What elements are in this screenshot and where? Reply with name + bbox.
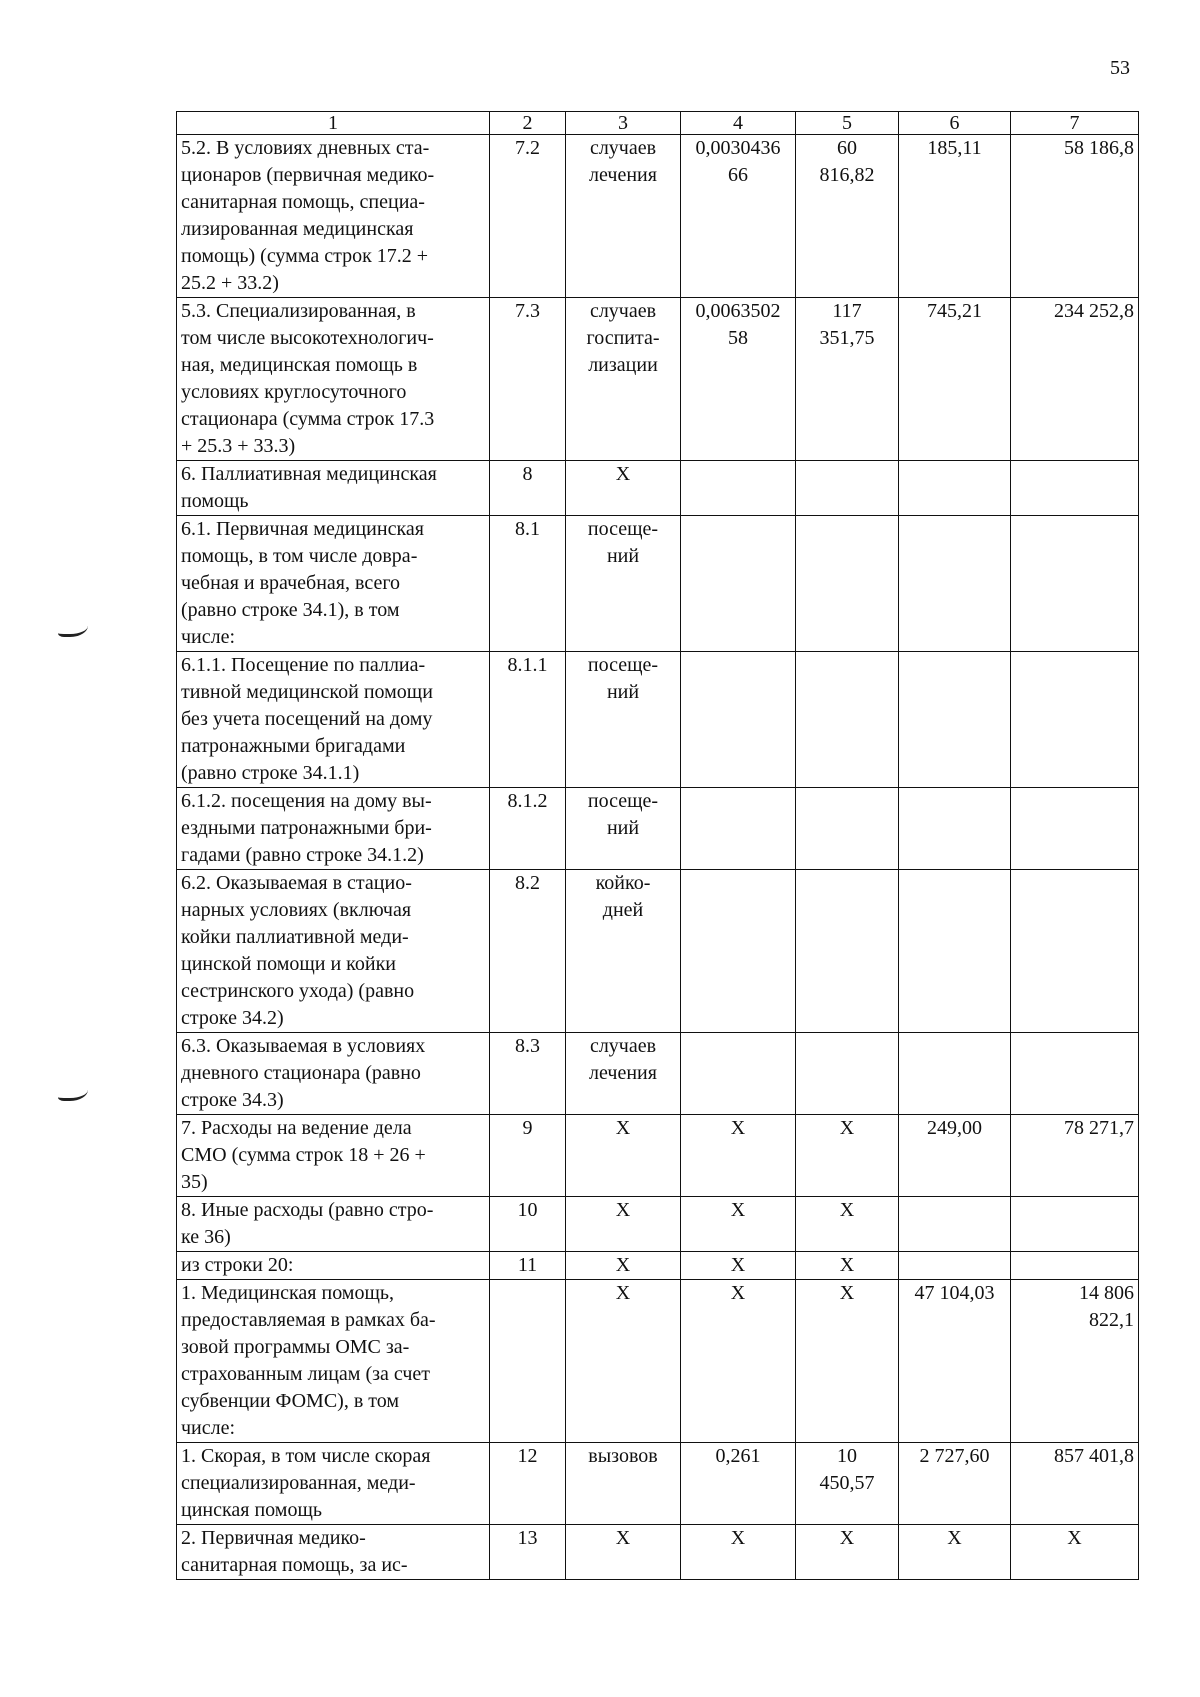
cell-text-line: санитарная помощь, специа- bbox=[181, 191, 425, 213]
row-code-cell: 8.1.2 bbox=[490, 788, 566, 870]
cell-text-line: зовой программы ОМС за- bbox=[181, 1336, 410, 1358]
cell-text-line: субвенции ФОМС), в том bbox=[181, 1390, 400, 1412]
row-unit-cell bbox=[566, 652, 681, 788]
cell-text-line: 0,261 bbox=[715, 1445, 761, 1467]
row-per-capita-cell bbox=[899, 652, 1011, 788]
cell-text-line: нарных условиях (включая bbox=[181, 899, 412, 921]
row-name-cell bbox=[177, 1252, 490, 1280]
cell-text-line: случаев bbox=[589, 300, 657, 322]
row-per-capita-cell bbox=[899, 1197, 1011, 1252]
cell-text-line: (равно строке 34.1), в том bbox=[181, 599, 400, 621]
row-per-capita-cell bbox=[899, 461, 1011, 516]
row-name-cell bbox=[177, 461, 490, 516]
cell-text-line: 8. Иные расходы (равно стро- bbox=[181, 1199, 434, 1221]
row-code-cell: 13 bbox=[490, 1525, 566, 1580]
cell-text-line: посеще- bbox=[587, 518, 659, 540]
row-name-cell bbox=[177, 135, 490, 298]
row-code-cell: 8.2 bbox=[490, 870, 566, 1033]
cell-text-line: X bbox=[730, 1117, 746, 1139]
cell-text-line: 1. Скорая, в том числе скорая bbox=[181, 1445, 431, 1467]
column-header: 5 bbox=[796, 112, 899, 135]
table-row bbox=[177, 1443, 1139, 1525]
column-header: 1 bbox=[177, 112, 490, 135]
cell-text-line: ний bbox=[606, 817, 640, 839]
row-cost-cell bbox=[796, 1033, 899, 1115]
row-unit-cell bbox=[566, 788, 681, 870]
row-code-cell: 7.3 bbox=[490, 298, 566, 461]
row-norm-cell bbox=[681, 1033, 796, 1115]
row-code-cell: 8 bbox=[490, 461, 566, 516]
cell-text-line: 78 271,7 bbox=[1064, 1117, 1134, 1139]
row-code-cell bbox=[490, 1280, 566, 1443]
cell-text-line: помощь bbox=[181, 490, 249, 512]
row-cost-cell bbox=[796, 1115, 899, 1197]
cell-text-line: СМО (сумма строк 18 + 26 + bbox=[181, 1144, 426, 1166]
row-unit-cell bbox=[566, 1525, 681, 1580]
cell-text-line: 6. Паллиативная медицинская bbox=[181, 463, 437, 485]
row-unit-cell bbox=[566, 1443, 681, 1525]
row-total-cell bbox=[1011, 461, 1139, 516]
row-cost-cell bbox=[796, 1252, 899, 1280]
row-name-cell bbox=[177, 1525, 490, 1580]
cell-text-line: 822,1 bbox=[1089, 1309, 1134, 1331]
row-total-cell bbox=[1011, 1525, 1139, 1580]
table-header-row bbox=[177, 112, 1139, 135]
table-row bbox=[177, 461, 1139, 516]
column-header: 3 bbox=[566, 112, 681, 135]
row-norm-cell bbox=[681, 1280, 796, 1443]
table-row bbox=[177, 870, 1139, 1033]
cell-text-line: 6.1. Первичная медицинская bbox=[181, 518, 424, 540]
row-norm-cell bbox=[681, 1115, 796, 1197]
table-row bbox=[177, 1115, 1139, 1197]
cell-text-line: 857 401,8 bbox=[1054, 1445, 1134, 1467]
column-header: 2 bbox=[490, 112, 566, 135]
cell-text-line: 60 bbox=[837, 137, 857, 159]
table-row bbox=[177, 1197, 1139, 1252]
cell-text-line: ная, медицинская помощь в bbox=[181, 354, 418, 376]
row-unit-cell bbox=[566, 1197, 681, 1252]
cell-text-line: стационара (сумма строк 17.3 bbox=[181, 408, 435, 430]
row-norm-cell bbox=[681, 1197, 796, 1252]
row-name-cell bbox=[177, 516, 490, 652]
row-unit-cell bbox=[566, 516, 681, 652]
cell-text-line: 0,0063502 bbox=[695, 300, 781, 322]
row-cost-cell bbox=[796, 1280, 899, 1443]
row-total-cell bbox=[1011, 516, 1139, 652]
cell-text-line: гадами (равно строке 34.1.2) bbox=[181, 844, 424, 866]
row-code-cell: 12 bbox=[490, 1443, 566, 1525]
cell-text-line: X bbox=[615, 1117, 631, 1139]
cell-text-line: посеще- bbox=[587, 654, 659, 676]
cell-text-line: 7. Расходы на ведение дела bbox=[181, 1117, 412, 1139]
cell-text-line: X bbox=[615, 1254, 631, 1276]
table-row bbox=[177, 135, 1139, 298]
cell-text-line: X bbox=[730, 1282, 746, 1304]
cell-text-line: посеще- bbox=[587, 790, 659, 812]
row-name-cell bbox=[177, 298, 490, 461]
cell-text-line: лечения bbox=[589, 1062, 657, 1084]
row-cost-cell bbox=[796, 1443, 899, 1525]
table-row bbox=[177, 1525, 1139, 1580]
row-per-capita-cell bbox=[899, 870, 1011, 1033]
cell-text-line: без учета посещений на дому bbox=[181, 708, 433, 730]
cell-text-line: X bbox=[615, 1282, 631, 1304]
cell-text-line: X bbox=[730, 1527, 746, 1549]
cell-text-line: цинская помощь bbox=[181, 1499, 322, 1521]
row-per-capita-cell: 745,21 bbox=[899, 298, 1011, 461]
row-cost-cell bbox=[796, 135, 899, 298]
row-total-cell bbox=[1011, 1252, 1139, 1280]
scan-artifact-mark bbox=[58, 618, 88, 637]
row-per-capita-cell bbox=[899, 788, 1011, 870]
page-number: 53 bbox=[1110, 57, 1130, 79]
cell-text-line: дней bbox=[602, 899, 644, 921]
document-table bbox=[176, 111, 1139, 1580]
cell-text-line: (равно строке 34.1.1) bbox=[181, 762, 360, 784]
table-row bbox=[177, 1033, 1139, 1115]
cell-text-line: X bbox=[839, 1254, 855, 1276]
row-norm-cell bbox=[681, 516, 796, 652]
row-unit-cell bbox=[566, 298, 681, 461]
cell-text-line: X bbox=[730, 1254, 746, 1276]
cell-text-line: условиях круглосуточного bbox=[181, 381, 407, 403]
scan-artifact-mark bbox=[58, 1082, 88, 1101]
cell-text-line: лечения bbox=[589, 164, 657, 186]
cell-text-line: 58 186,8 bbox=[1064, 137, 1134, 159]
row-code-cell: 11 bbox=[490, 1252, 566, 1280]
cell-text-line: 6.1.2. посещения на дому вы- bbox=[181, 790, 432, 812]
row-name-cell bbox=[177, 1443, 490, 1525]
row-cost-cell bbox=[796, 516, 899, 652]
cell-text-line: 25.2 + 33.2) bbox=[181, 272, 279, 294]
cell-text-line: строке 34.3) bbox=[181, 1089, 284, 1111]
row-unit-cell bbox=[566, 1252, 681, 1280]
row-code-cell: 8.1.1 bbox=[490, 652, 566, 788]
row-name-cell bbox=[177, 652, 490, 788]
cell-text-line: случаев bbox=[589, 1035, 657, 1057]
cell-text-line: ний bbox=[606, 545, 640, 567]
row-code-cell: 9 bbox=[490, 1115, 566, 1197]
row-code-cell: 10 bbox=[490, 1197, 566, 1252]
row-unit-cell bbox=[566, 1280, 681, 1443]
row-name-cell bbox=[177, 1197, 490, 1252]
cell-text-line: патронажными бригадами bbox=[181, 735, 406, 757]
cell-text-line: сестринского ухода) (равно bbox=[181, 980, 415, 1002]
cell-text-line: 816,82 bbox=[819, 164, 875, 186]
row-total-cell bbox=[1011, 652, 1139, 788]
cell-text-line: ний bbox=[606, 681, 640, 703]
row-total-cell bbox=[1011, 1197, 1139, 1252]
cell-text-line: цинской помощи и койки bbox=[181, 953, 396, 975]
cell-text-line: из строки 20: bbox=[181, 1254, 294, 1276]
cell-text-line: 1. Медицинская помощь, bbox=[181, 1282, 394, 1304]
row-code-cell: 7.2 bbox=[490, 135, 566, 298]
cell-text-line: чебная и врачебная, всего bbox=[181, 572, 401, 594]
row-norm-cell bbox=[681, 870, 796, 1033]
cell-text-line: лизации bbox=[588, 354, 658, 376]
row-total-cell bbox=[1011, 1033, 1139, 1115]
row-total-cell bbox=[1011, 1443, 1139, 1525]
row-unit-cell bbox=[566, 461, 681, 516]
row-per-capita-cell: 2 727,60 bbox=[899, 1443, 1011, 1525]
row-unit-cell bbox=[566, 1115, 681, 1197]
row-total-cell bbox=[1011, 1280, 1139, 1443]
cell-text-line: 450,57 bbox=[819, 1472, 875, 1494]
row-unit-cell bbox=[566, 870, 681, 1033]
row-total-cell bbox=[1011, 135, 1139, 298]
cell-text-line: X bbox=[615, 1199, 631, 1221]
row-norm-cell bbox=[681, 1525, 796, 1580]
row-norm-cell bbox=[681, 652, 796, 788]
cell-text-line: X bbox=[615, 1527, 631, 1549]
cell-text-line: X bbox=[839, 1199, 855, 1221]
row-cost-cell bbox=[796, 870, 899, 1033]
column-header: 4 bbox=[681, 112, 796, 135]
cell-text-line: ездными патронажными бри- bbox=[181, 817, 432, 839]
table-row bbox=[177, 1252, 1139, 1280]
cell-text-line: лизированная медицинская bbox=[181, 218, 414, 240]
row-per-capita-cell: X bbox=[899, 1525, 1011, 1580]
row-norm-cell bbox=[681, 1252, 796, 1280]
cell-text-line: специализированная, меди- bbox=[181, 1472, 416, 1494]
table-row bbox=[177, 788, 1139, 870]
cell-text-line: 234 252,8 bbox=[1054, 300, 1134, 322]
row-norm-cell bbox=[681, 788, 796, 870]
cell-text-line: страхованным лицам (за счет bbox=[181, 1363, 431, 1385]
row-norm-cell bbox=[681, 298, 796, 461]
row-code-cell: 8.3 bbox=[490, 1033, 566, 1115]
cell-text-line: строке 34.2) bbox=[181, 1007, 284, 1029]
row-code-cell: 8.1 bbox=[490, 516, 566, 652]
row-total-cell bbox=[1011, 1115, 1139, 1197]
row-per-capita-cell: 47 104,03 bbox=[899, 1280, 1011, 1443]
row-cost-cell bbox=[796, 1525, 899, 1580]
cell-text-line: 58 bbox=[728, 327, 748, 349]
row-total-cell bbox=[1011, 870, 1139, 1033]
row-norm-cell bbox=[681, 1443, 796, 1525]
cell-text-line: числе: bbox=[181, 626, 236, 648]
cell-text-line: койки паллиативной меди- bbox=[181, 926, 409, 948]
table-row bbox=[177, 1280, 1139, 1443]
row-unit-cell bbox=[566, 1033, 681, 1115]
row-total-cell bbox=[1011, 788, 1139, 870]
cell-text-line: 117 bbox=[832, 300, 862, 322]
cell-text-line: X bbox=[615, 463, 631, 485]
column-header: 6 bbox=[899, 112, 1011, 135]
cell-text-line: 6.1.1. Посещение по паллиа- bbox=[181, 654, 426, 676]
row-unit-cell bbox=[566, 135, 681, 298]
row-name-cell bbox=[177, 870, 490, 1033]
cell-text-line: 6.2. Оказываемая в стацио- bbox=[181, 872, 412, 894]
row-per-capita-cell bbox=[899, 516, 1011, 652]
cell-text-line: помощь, в том числе довра- bbox=[181, 545, 418, 567]
table-row bbox=[177, 298, 1139, 461]
cell-text-line: X bbox=[730, 1199, 746, 1221]
cell-text-line: 5.2. В условиях дневных ста- bbox=[181, 137, 430, 159]
cell-text-line: дневного стационара (равно bbox=[181, 1062, 421, 1084]
cell-text-line: том числе высокотехнологич- bbox=[181, 327, 434, 349]
cell-text-line: 2. Первичная медико- bbox=[181, 1527, 366, 1549]
row-per-capita-cell: 185,11 bbox=[899, 135, 1011, 298]
row-name-cell bbox=[177, 788, 490, 870]
row-cost-cell bbox=[796, 298, 899, 461]
row-per-capita-cell bbox=[899, 1252, 1011, 1280]
cell-text-line: числе: bbox=[181, 1417, 236, 1439]
cell-text-line: 35) bbox=[181, 1171, 208, 1193]
cell-text-line: 0,0030436 bbox=[695, 137, 781, 159]
cell-text-line: предоставляемая в рамках ба- bbox=[181, 1309, 436, 1331]
cell-text-line: ционаров (первичная медико- bbox=[181, 164, 435, 186]
cell-text-line: госпита- bbox=[586, 327, 660, 349]
cell-text-line: 66 bbox=[728, 164, 748, 186]
cell-text-line: 10 bbox=[837, 1445, 857, 1467]
cell-text-line: тивной медицинской помощи bbox=[181, 681, 433, 703]
column-header: 7 bbox=[1011, 112, 1139, 135]
cell-text-line: X bbox=[839, 1527, 855, 1549]
cell-text-line: 351,75 bbox=[819, 327, 875, 349]
row-name-cell bbox=[177, 1033, 490, 1115]
table-row bbox=[177, 516, 1139, 652]
cell-text-line: 14 806 bbox=[1079, 1282, 1134, 1304]
cell-text-line: вызовов bbox=[588, 1445, 658, 1467]
cell-text-line: + 25.3 + 33.3) bbox=[181, 435, 296, 457]
row-cost-cell bbox=[796, 788, 899, 870]
row-total-cell bbox=[1011, 298, 1139, 461]
row-norm-cell bbox=[681, 135, 796, 298]
cell-text-line: X bbox=[1067, 1527, 1082, 1549]
cell-text-line: койко- bbox=[595, 872, 651, 894]
row-cost-cell bbox=[796, 652, 899, 788]
cell-text-line: X bbox=[839, 1282, 855, 1304]
row-per-capita-cell: 249,00 bbox=[899, 1115, 1011, 1197]
cell-text-line: санитарная помощь, за ис- bbox=[181, 1554, 408, 1576]
row-name-cell bbox=[177, 1115, 490, 1197]
cell-text-line: помощь) (сумма строк 17.2 + bbox=[181, 245, 429, 267]
row-name-cell bbox=[177, 1280, 490, 1443]
row-per-capita-cell bbox=[899, 1033, 1011, 1115]
row-cost-cell bbox=[796, 1197, 899, 1252]
cell-text-line: 5.3. Специализированная, в bbox=[181, 300, 416, 322]
row-norm-cell bbox=[681, 461, 796, 516]
cell-text-line: 6.3. Оказываемая в условиях bbox=[181, 1035, 426, 1057]
cell-text-line: X bbox=[839, 1117, 855, 1139]
cell-text-line: ке 36) bbox=[181, 1226, 231, 1248]
table-row bbox=[177, 652, 1139, 788]
cell-text-line: случаев bbox=[589, 137, 657, 159]
row-cost-cell bbox=[796, 461, 899, 516]
